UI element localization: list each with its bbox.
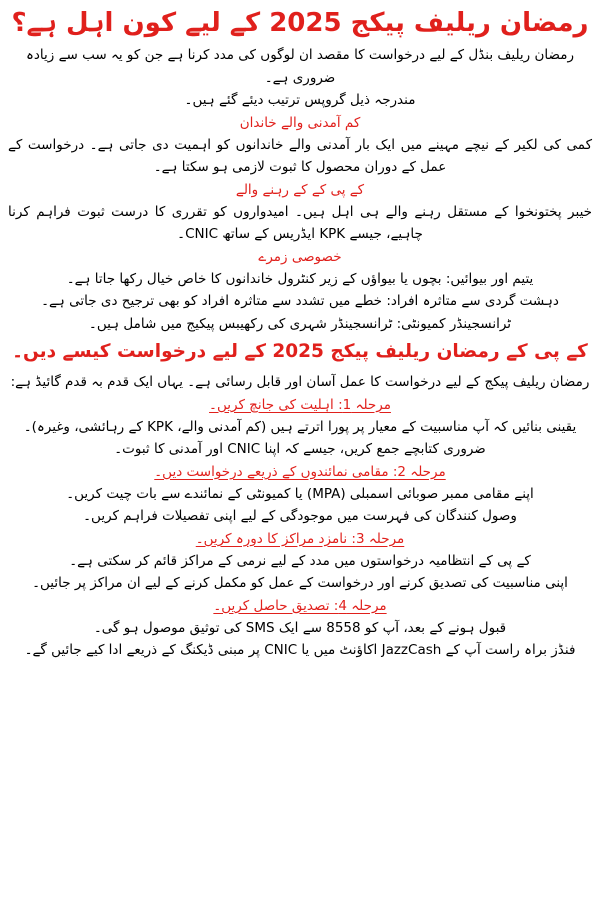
special-item-terror: دہشت گردی سے متاثرہ افراد: خطے میں تشدد سے متاثرہ افراد کو بھی ترجیح دی جاتی ہے۔ [41, 293, 559, 309]
apply-intro: رمضان ریلیف پیکج کے لیے درخواست کا عمل آسان اور قابل رسائی ہے۔ یہاں ایک قدم بہ قدم گائیڈ ہے: [10, 374, 590, 390]
step-4-title: مرحلہ 4: تصدیق حاصل کریں۔ [213, 597, 387, 614]
apply-heading: کے پی کے رمضان ریلیف پیکج 2025 کے لیے درخواست کیسے دیں۔ [12, 341, 588, 362]
step-2-title: مرحلہ 2: مقامی نمائندوں کے ذریعے درخواست دیں۔ [154, 463, 446, 480]
step-4-line-2: فنڈز براہ راست آپ کے JazzCash اکاؤنٹ میں یا CNIC پر مبنی ڈیکنگ کے ذریعے ادا کیے جائیں گے۔ [24, 642, 576, 658]
step-1-line-2: ضروری کتابچے جمع کریں، جیسے کہ اپنا CNIC اور آمدنی کا ثبوت۔ [114, 441, 486, 457]
special-heading: خصوصی زمرے [258, 248, 342, 265]
page-title: رمضان ریلیف پیکج 2025 کے لیے کون اہل ہے؟ [11, 8, 589, 38]
step-3-line-1: کے پی کے انتظامیہ درخواستوں میں مدد کے لیے نرمی کے مراکز قائم کر سکتی ہے۔ [69, 552, 531, 569]
low-income-text: کمی کی لکیر کے نیچے مہینے میں ایک بار آمدنی والے خاندانوں کو اہمیت دی جاتی ہے۔ درخواست کے عمل کے دوران محصول کا ثبوت لازمی ہو سکتا ہے۔ [8, 136, 592, 175]
step-2-line-2: وصول کنندگان کی فہرست میں موجودگی کے لیے اپنی تفصیلات فراہم کریں۔ [83, 508, 517, 524]
step-1-title: مرحلہ 1: اہلیت کی جانچ کریں۔ [209, 396, 391, 413]
kp-residents-text: خیبر پختونخوا کے مستقل رہنے والے ہی اہل ہیں۔ امیدواروں کو تقرری کا درست ثبوت فراہم کرنا چاہیے، جیسے KPK ایڈریس کے ساتھ CNIC۔ [8, 203, 592, 242]
step-1-line-1: یقینی بنائیں کہ آپ مناسبیت کے معیار پر پورا اترتے ہیں (کم آمدنی والے، KPK کے رہائشی، وغیرہ)۔ [23, 418, 577, 435]
kp-residents-heading: کے پی کے کے رہنے والے [235, 181, 365, 198]
step-4-line-1: قبول ہونے کے بعد، آپ کو 8558 سے ایک SMS کی توثیق موصول ہو گی۔ [93, 619, 507, 636]
step-3-line-2: اپنی مناسبیت کی تصدیق کرنے اور درخواست کے عمل کو مکمل کرنے کے لیے ان مراکز پر جائیں۔ [32, 575, 568, 591]
intro-line-1: رمضان ریلیف بنڈل کے لیے درخواست کا مقصد ان لوگوں کی مدد کرنا ہے جن کو یہ سب سے زیادہ ضروری ہے۔ [26, 47, 574, 86]
intro-line-2: مندرجہ ذیل گروپس ترتیب دیئے گئے ہیں۔ [184, 92, 416, 108]
step-2-line-1: اپنے مقامی ممبر صوبائی اسمبلی (MPA) یا کمیونٹی کے نمائندے سے بات چیت کریں۔ [66, 485, 534, 502]
low-income-heading: کم آمدنی والے خاندان [239, 114, 361, 131]
step-3-title: مرحلہ 3: نامزد مراکز کا دورہ کریں۔ [195, 530, 405, 547]
special-item-orphans: یتیم اور بیوائیں: بچوں یا بیواؤں کے زیر کنٹرول خاندانوں کا خاص خیال رکھا جاتا ہے۔ [66, 270, 534, 287]
special-item-transgender: ٹرانسجینڈر کمیونٹی: ٹرانسجینڈر شہری کی رکھیبس پیکیج میں شامل ہیں۔ [88, 315, 512, 332]
